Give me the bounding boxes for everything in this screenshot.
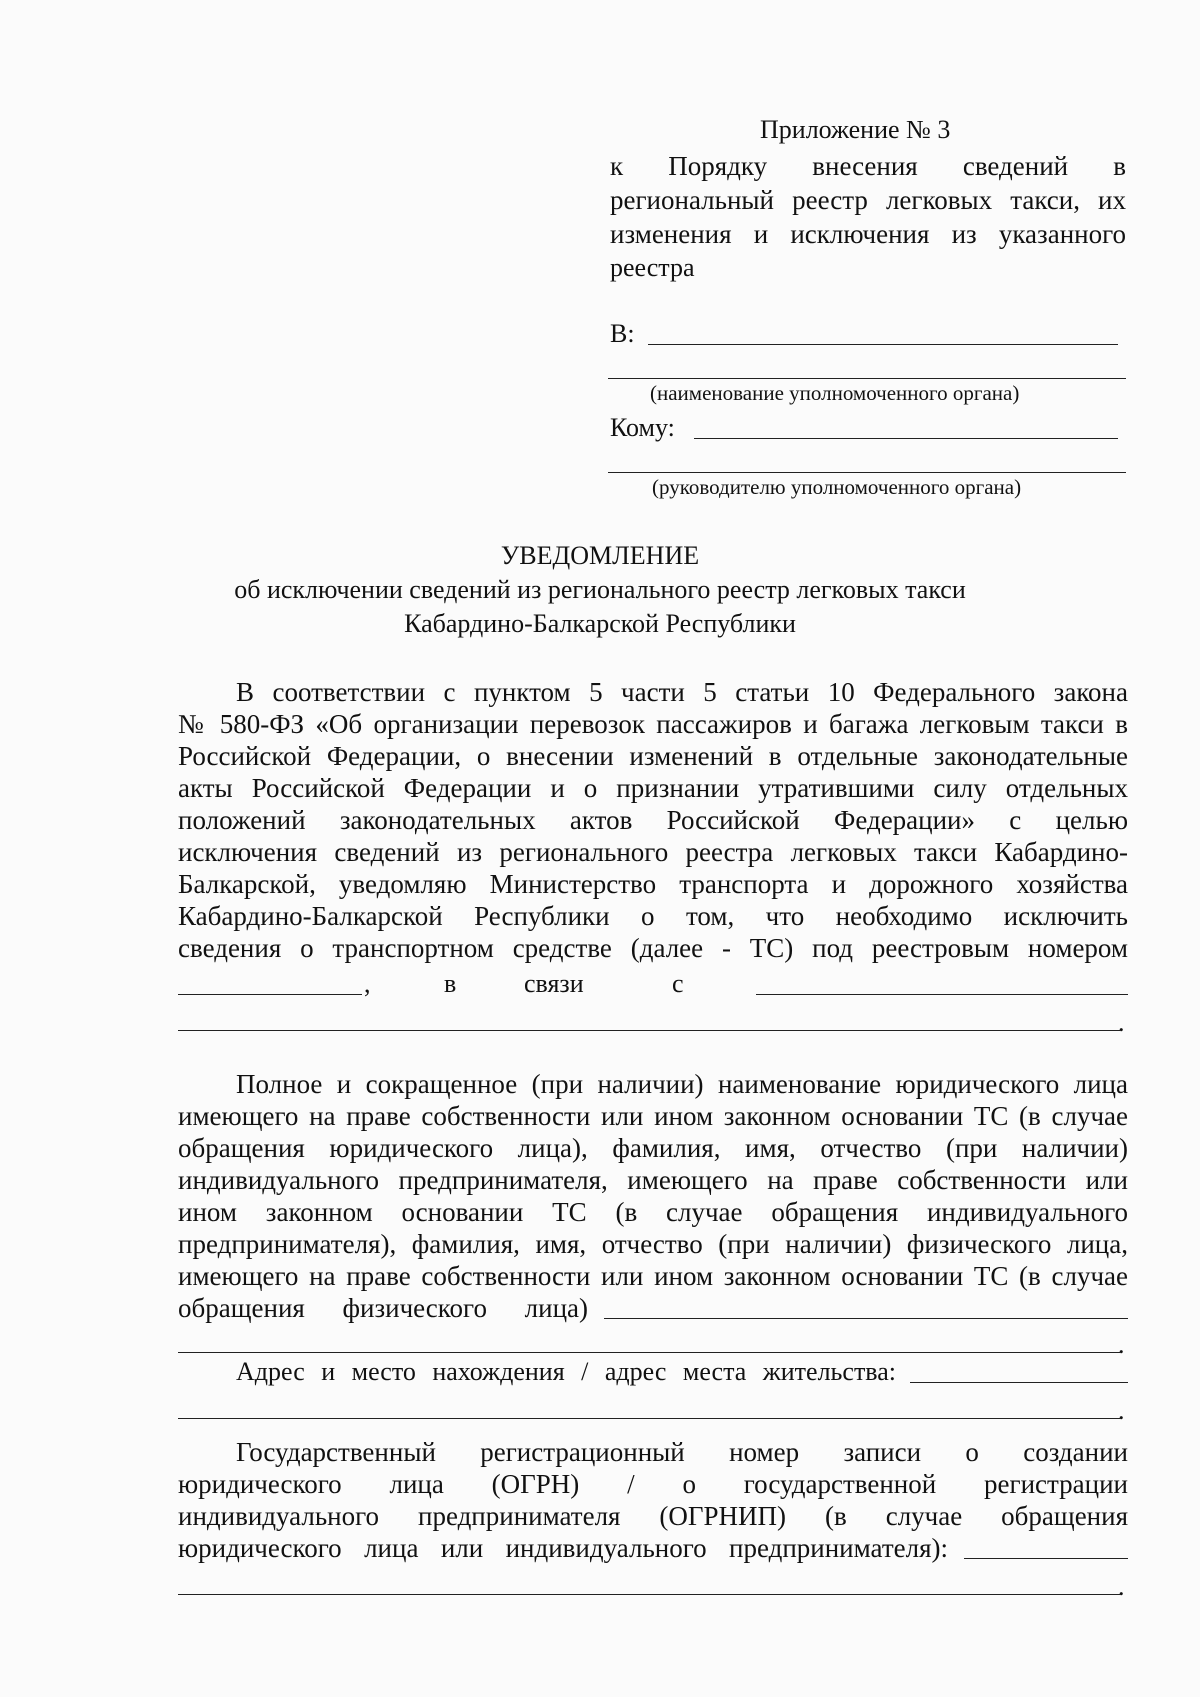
to-field-line-2[interactable] (608, 378, 1126, 379)
para3-line-3: индивидуального предпринимателя (ОГРНИП) (в случае обращения (178, 1501, 1128, 1531)
header-line-1: к Порядку внесения сведений в (610, 151, 1126, 181)
owner-period: . (1118, 1330, 1125, 1359)
registry-number-field[interactable] (178, 994, 362, 995)
para1-line-7: Балкарской, уведомляю Министерство транспорта и дорожного хозяйства (178, 869, 1128, 899)
para2-line-1: Полное и сокращенное (при наличии) наименование юридического лица (236, 1069, 1128, 1099)
appendix-number: Приложение № 3 (760, 115, 951, 144)
para3-line-1: Государственный регистрационный номер записи о создании (236, 1437, 1128, 1467)
para3-line-4: юридического лица или индивидуального предпринимателя): (178, 1533, 948, 1563)
para1-line-6: исключения сведений из регионального реестра легковых такси Кабардино- (178, 837, 1128, 867)
para1-tail-comma: , (364, 969, 371, 998)
para1-line-3: Российской Федерации, о внесении изменений в отдельные законодательные (178, 741, 1128, 771)
document-subtitle-2: Кабардино-Балкарской Республики (404, 609, 796, 638)
ogrn-field-2[interactable] (178, 1594, 1120, 1595)
para1-line-5: положений законодательных актов Российской Федерации» с целью (178, 805, 1128, 835)
address-field[interactable] (910, 1382, 1128, 1383)
para1-tail-word-1: в (444, 969, 457, 998)
para2-line-5: ином законном основании ТС (в случае обращения индивидуального (178, 1197, 1128, 1227)
whom-field-line-2[interactable] (608, 472, 1126, 473)
header-line-4: реестра (610, 253, 695, 282)
address-label: Адрес и место нахождения / адрес места жительства: (236, 1357, 896, 1386)
para2-line-4: индивидуального предпринимателя, имеющего на праве собственности или (178, 1165, 1128, 1195)
to-label: В: (610, 319, 635, 348)
to-field-line[interactable] (648, 344, 1118, 345)
para2-line-6: предпринимателя), фамилия, имя, отчество (при наличии) физического лица, (178, 1229, 1128, 1259)
para2-line-8: обращения физического лица) (178, 1293, 588, 1323)
para1-line-9: сведения о транспортном средстве (далее - ТС) под реестровым номером (178, 933, 1128, 963)
para1-line-2: № 580-ФЗ «Об организации перевозок пассажиров и багажа легковым такси в (178, 709, 1128, 739)
owner-name-field-2[interactable] (178, 1352, 1120, 1353)
document-title: УВЕДОМЛЕНИЕ (500, 541, 700, 570)
to-caption: (наименование уполномоченного органа) (650, 381, 1020, 405)
ogrn-period: . (1118, 1572, 1125, 1601)
reason-field-line-2[interactable] (178, 1030, 1120, 1031)
para3-line-2: юридического лица (ОГРН) / о государственной регистрации (178, 1469, 1128, 1499)
ogrn-field[interactable] (964, 1558, 1128, 1559)
para1-line-1: В соответствии с пунктом 5 части 5 статьи 10 Федерального закона (236, 677, 1128, 707)
owner-name-field[interactable] (604, 1318, 1128, 1319)
para1-line-4: акты Российской Федерации и о признании утратившими силу отдельных (178, 773, 1128, 803)
para2-line-7: имеющего на праве собственности или ином законном основании ТС (в случае (178, 1261, 1128, 1291)
whom-label: Кому: (610, 413, 675, 442)
document-subtitle-1: об исключении сведений из регионального реестр легковых такси (234, 575, 966, 604)
para2-line-2: имеющего на праве собственности или ином законном основании ТС (в случае (178, 1101, 1128, 1131)
header-line-3: изменения и исключения из указанного (610, 219, 1126, 249)
whom-caption: (руководителю уполномоченного органа) (652, 475, 1022, 499)
reason-period: . (1118, 1008, 1125, 1037)
para1-tail-word-2: связи (524, 969, 584, 998)
whom-field-line[interactable] (694, 438, 1118, 439)
para2-line-3: обращения юридического лица), фамилия, имя, отчество (при наличии) (178, 1133, 1128, 1163)
para1-line-8: Кабардино-Балкарской Республики о том, что необходимо исключить (178, 901, 1128, 931)
address-period: . (1118, 1396, 1125, 1425)
header-line-2: региональный реестр легковых такси, их (610, 185, 1126, 215)
para1-tail-word-3: с (672, 969, 684, 998)
address-field-2[interactable] (178, 1418, 1120, 1419)
reason-field-line[interactable] (756, 994, 1128, 995)
